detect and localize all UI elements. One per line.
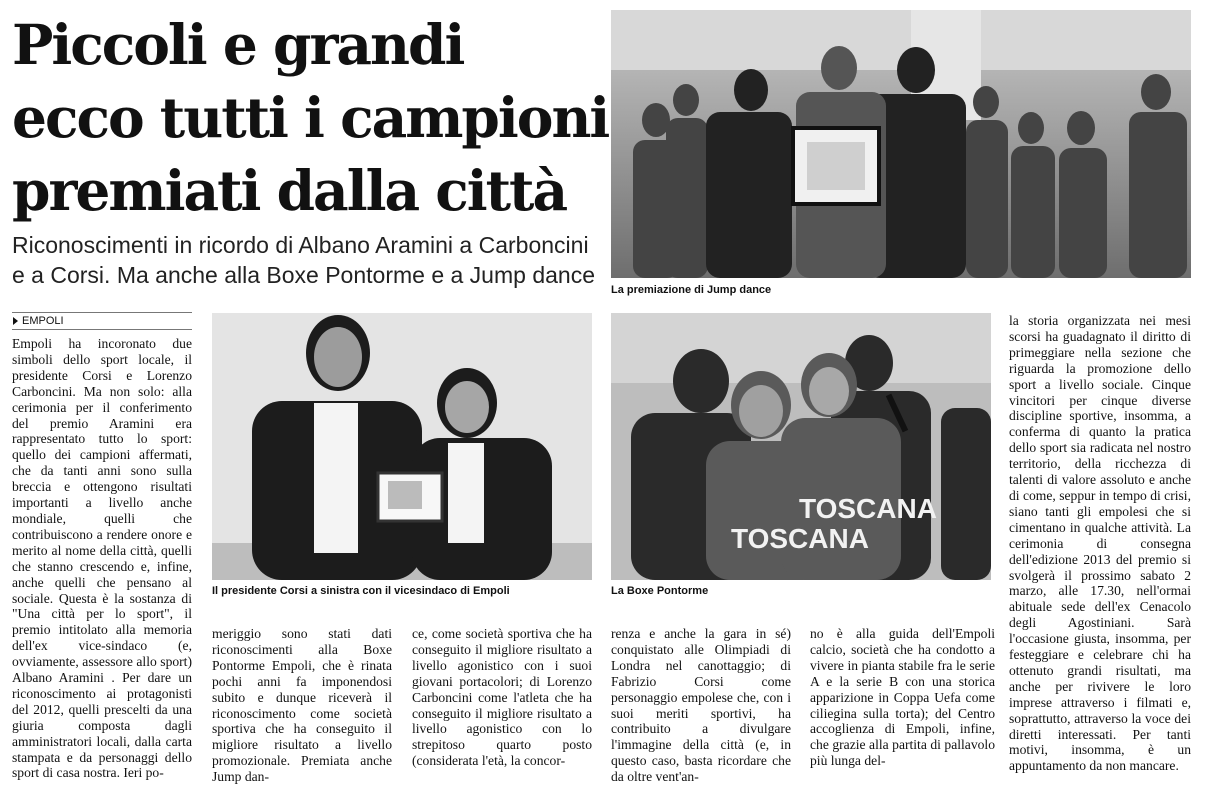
photo-corsi-vicesindaco-image	[212, 313, 592, 580]
dateline-label: EMPOLI	[22, 315, 64, 327]
photo-corsi-vicesindaco	[212, 313, 592, 580]
photo-boxe-pontorme-image	[611, 313, 991, 580]
article-headline	[12, 8, 609, 227]
article-subhead	[12, 230, 602, 290]
article-column-4: renza e anche la gara in sé) conquistato alle Olimpiadi di Londra nel canottaggio; di Fabrizio Corsi come personaggio empolese che, con i suoi meriti sportivi, ha contribuito a divulgare l'immagine della città (e, in questo caso, basta ricordare che da oltre vent'an-	[611, 626, 791, 785]
photo-jump-dance	[611, 10, 1191, 278]
shirt-text-right: TOSCANA	[799, 493, 937, 524]
subhead-line-2: e a Corsi. Ma anche alla Boxe Pontorme e a Jump dance	[12, 262, 595, 288]
shirt-text-left: TOSCANA	[731, 523, 869, 554]
article-column-3: ce, come società sportiva che ha conseguito il migliore risultato a livello agonistico con i suoi giovani portacolori; di Lorenzo Carboncini come l'atleta che ha conseguito il migliore risultato a livello agonistico con lo strepitoso quarto posto (considerata l'età, la concor-	[412, 626, 592, 769]
caption-boxe-pontorme: La Boxe Pontorme	[611, 585, 709, 597]
article-column-6: la storia organizzata nei mesi scorsi ha guadagnato il diritto di primeggiare nella sezione che riguarda la promozione dello sport a livello sociale. Cinque vincitori per cinque diverse discipline sportive, insomma, a conferma di quanto la pratica dello sport sia radicata nel nostro territorio, della ricchezza di talenti di valore assoluto e anche di come, seppur in tempo di crisi, siano tanti gli empolesi che si cimentano in qualche attività. La cerimonia di consegna dell'edizione 2013 del premio si svolgerà il prossimo sabato 2 marzo, alle 17.30, nell'ormai abituale sede dell'ex Cenacolo degli Agostiniani. Sarà l'occasione giusta, insomma, per festeggiare e celebrare chi ha ottenuto grandi risultati, ma anche per rivivere le loro imprese attraverso i filmati e, soprattutto, attraverso la voce dei diretti interessati. Per tanti motivi, insomma, è un appuntamento da non mancare.	[1009, 313, 1191, 774]
headline-line-3: premiati dalla città	[12, 158, 567, 223]
caption-corsi-vicesindaco: Il presidente Corsi a sinistra con il vicesindaco di Empoli	[212, 585, 510, 597]
dateline-marker-icon	[13, 317, 18, 325]
article-column-2: meriggio sono stati dati riconoscimenti alla Boxe Pontorme Empoli, che è rinata pochi anni fa imponendosi subito e dunque riceverà il riconoscimento come società sportiva che ha conseguito il migliore risultato a livello promozionale. Premiata anche Jump dan-	[212, 626, 392, 785]
caption-jump-dance: La premiazione di Jump dance	[611, 284, 772, 296]
dateline	[12, 312, 192, 330]
photo-boxe-pontorme	[611, 313, 991, 580]
article-column-5: no è alla guida dell'Empoli calcio, società che ha condotto a vivere in pianta stabile fra le serie A e la serie B con una storica apparizione in Coppa Uefa come ciliegina sulla torta); del Centro accoglienza di Empoli, infine, che grazie alla partita di pallavolo più lunga del-	[810, 626, 995, 769]
subhead-line-1: Riconoscimenti in ricordo di Albano Aramini a Carboncini	[12, 232, 589, 258]
headline-line-1: Piccoli e grandi	[12, 12, 464, 77]
article-column-1: Empoli ha incoronato due simboli dello sport locale, il presidente Corsi e Lorenzo Carboncini. Ma non solo: alla cerimonia per il conferimento del premio Aramini era rappresentato tutto lo sport: quello dei campioni affermati, che da tanti anni sono sulla breccia e ottengono risultati importanti a livello anche mondiale, quelli che contribuiscono a rendere onore e merito al nome della città, quelli che stanno crescendo e, infine, anche quelli che pensano al sociale. Questa è la sostanza di "Una città per lo sport", il premio intitolato alla memoria dell'ex vice-sindaco (e, ovviamente, assessore allo sport) Albano Aramini . Per dare un riconoscimento ai protagonisti del 2012, quelli prescelti da una giuria composta dagli amministratori locali, dalla carta stampata e da personaggi dello sport di casa nostra. Ieri po-	[12, 336, 192, 781]
photo-jump-dance-image	[611, 10, 1191, 278]
headline-line-2: ecco tutti i campioni	[12, 85, 609, 150]
